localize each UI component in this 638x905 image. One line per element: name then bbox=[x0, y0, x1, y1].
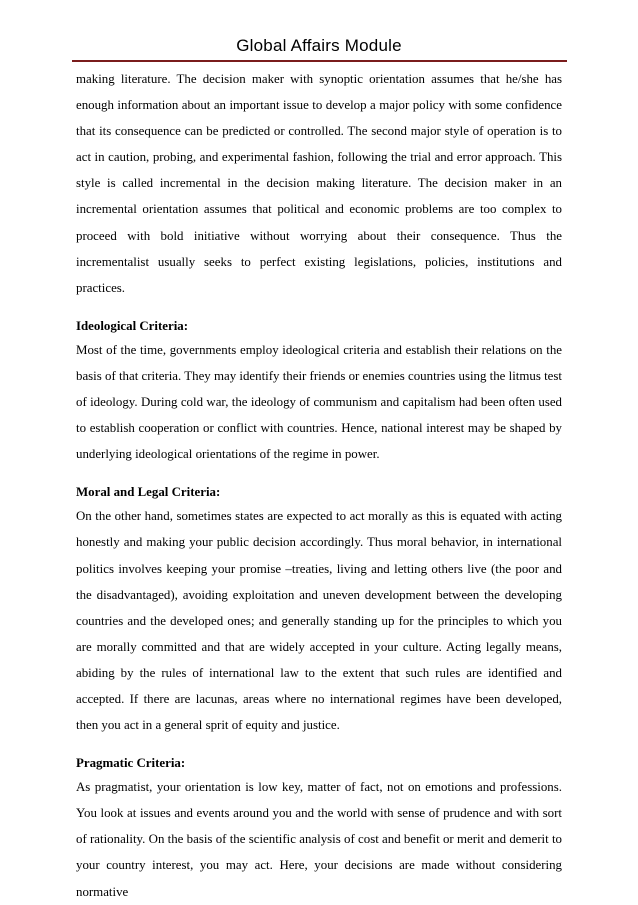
body-paragraph-intro: making literature. The decision maker with synoptic orientation assumes that he/she has enough information about an important issue to develop a major policy with some confidence that its consequence can be predicted or controlled. The second major style of operation is to act in caution, probing, and experimental fashion, following the trial and error approach. This style is called incremental in the decision making literature. The decision maker in an incremental orientation assumes that political and economic problems are too complex to proceed with bold initiative without worrying about their consequence. Thus the incrementalist usually seeks to perfect existing legislations, policies, institutions and practices. bbox=[76, 72, 562, 295]
body-paragraph-pragmatic: As pragmatist, your orientation is low key, matter of fact, not on emotions and professions. You look at issues and events around you and the world with sense of prudence and with sort of rationality. On the basis of the scientific analysis of cost and benefit or merit and demerit to your country interest, you may act. Here, your decisions are made without considering normative bbox=[76, 780, 562, 899]
body-paragraph-ideological: Most of the time, governments employ ideological criteria and establish their relations on the basis of that criteria. They may identify their friends or enemies countries using the litmus test of ideology. During cold war, the ideology of communism and capitalism had been often used to establish cooperation or conflict with countries. Hence, national interest may be shaped by underlying ideological orientations of the regime in power. bbox=[76, 342, 562, 462]
page-header-title: Global Affairs Module bbox=[236, 36, 402, 55]
document-body bbox=[76, 66, 562, 905]
body-paragraph-moral-legal: On the other hand, sometimes states are expected to act morally as this is equated with acting honestly and making your public decision accordingly. Thus moral behavior, in international politics involves keeping your promise –treaties, living and letting others live (the poor and the disadvantaged), avoiding exploitation and uneven development between the developing countries and the developed ones; and generally standing up for the principles to which you are morally committed and that are widely accepted in your culture. Acting legally means, abiding by the rules of international law to the extent that such rules are identified and accepted. If there are lacunas, areas where no international regimes have been developed, then you act in a general sprit of equity and justice. bbox=[76, 509, 562, 733]
section-heading-ideological: Ideological Criteria: bbox=[76, 318, 189, 333]
section-heading-pragmatic: Pragmatic Criteria: bbox=[76, 756, 186, 771]
header-divider bbox=[72, 60, 567, 62]
section-heading-moral-legal: Moral and Legal Criteria: bbox=[76, 485, 221, 500]
